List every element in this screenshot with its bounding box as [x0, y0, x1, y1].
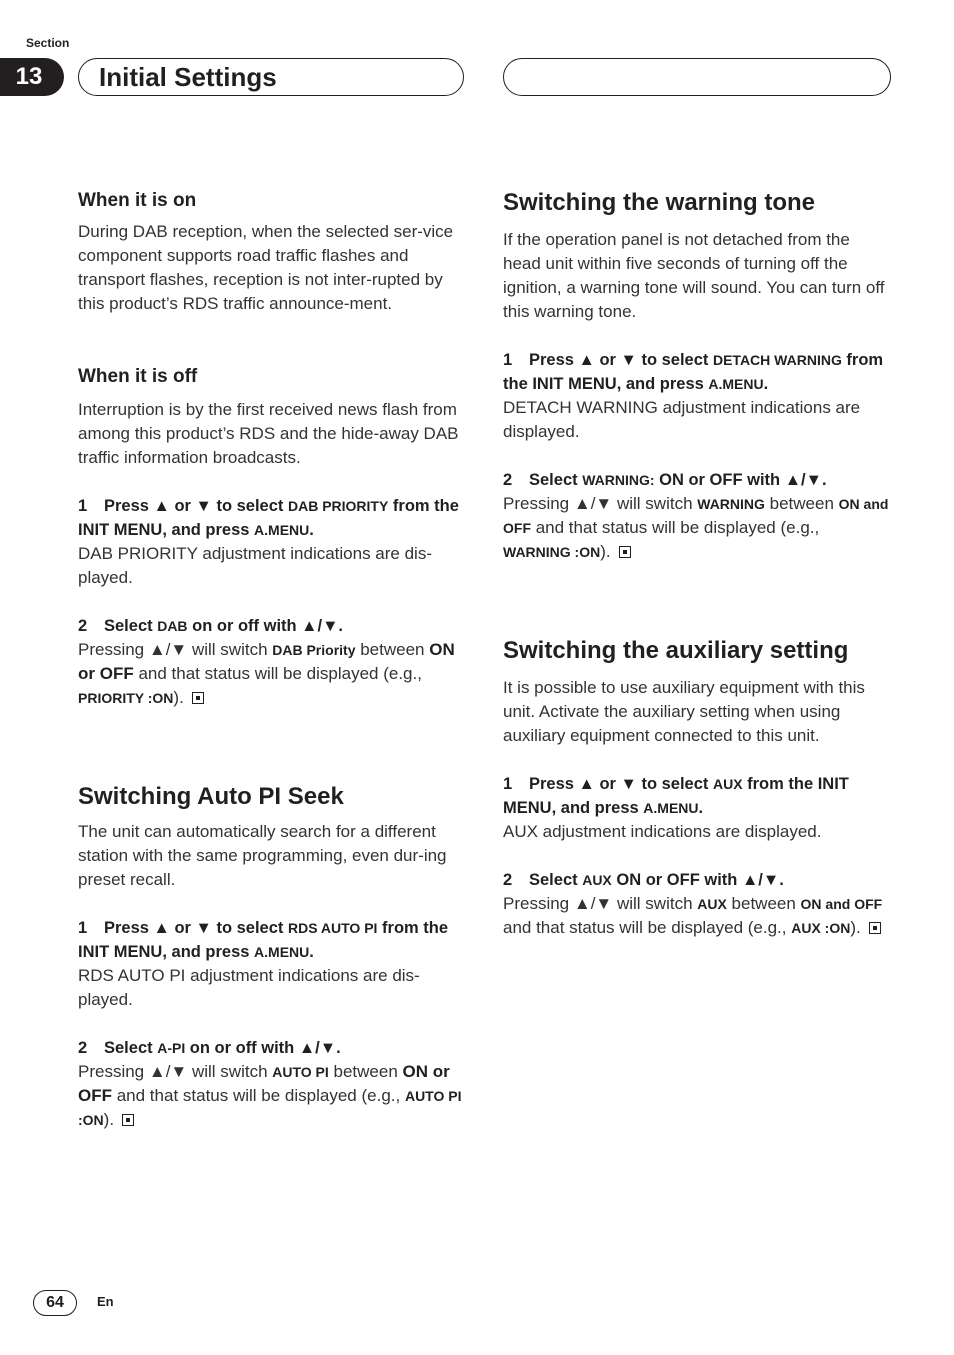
- dab-step-2: 2 Select DAB on or off with ▲/▼.: [78, 617, 344, 635]
- auto-pi-heading: Switching Auto PI Seek: [78, 783, 344, 810]
- dab-step-2-desc: Pressing ▲/▼ will switch DAB Priority between ON or OFF and that status will be displayed (e.g., PRIORITY :ON).: [78, 640, 455, 707]
- dab-step-1-desc: DAB PRIORITY adjustment indications are dis-played.: [78, 544, 432, 587]
- aux-step-2: 2 Select AUX ON or OFF with ▲/▼.: [503, 871, 784, 889]
- end-mark-icon: [619, 546, 631, 558]
- left-column: [78, 186, 466, 1132]
- dab-step-1: 1 Press ▲ or ▼ to select DAB PRIORITY from the INIT MENU, and press A.MENU.: [78, 497, 459, 539]
- auxiliary-heading: Switching the auxiliary setting: [503, 637, 849, 664]
- when-off-heading: When it is off: [78, 366, 198, 387]
- section-label: Section: [26, 36, 70, 50]
- warn-step-2: 2 Select WARNING: ON or OFF with ▲/▼.: [503, 471, 827, 489]
- auxiliary-text: It is possible to use auxiliary equipment with this unit. Activate the auxiliary setting when using auxiliary equipment connected to this unit.: [503, 678, 865, 745]
- when-on-heading: When it is on: [78, 190, 197, 211]
- when-on-text: During DAB reception, when the selected ser-vice component supports road traffic flashes and transport flashes, reception is not inter-rupted by this product’s RDS traffic announce-ment.: [78, 222, 454, 313]
- page-title: Initial Settings: [78, 58, 464, 96]
- page-number: 64: [33, 1290, 77, 1316]
- when-off-text: Interruption is by the first received news flash from among this product’s RDS and the hide-away DAB traffic information broadcasts.: [78, 400, 459, 467]
- end-mark-icon: [192, 692, 204, 704]
- warn-step-1: 1 Press ▲ or ▼ to select DETACH WARNING from the INIT MENU, and press A.MENU.: [503, 351, 884, 393]
- aux-step-2-desc: Pressing ▲/▼ will switch AUX between ON and OFF and that status will be displayed (e.g., AUX :ON).: [503, 894, 883, 937]
- right-column: [503, 186, 891, 940]
- end-mark-icon: [122, 1114, 134, 1126]
- pi-step-2: 2 Select A-PI on or off with ▲/▼.: [78, 1039, 341, 1057]
- auto-pi-text: The unit can automatically search for a different station with the same programming, even dur-ing preset recall.: [78, 822, 447, 889]
- title-box-empty: [503, 58, 891, 96]
- pi-step-1: 1 Press ▲ or ▼ to select RDS AUTO PI from the INIT MENU, and press A.MENU.: [78, 919, 449, 961]
- warning-tone-text: If the operation panel is not detached from the head unit within five seconds of turning off the ignition, a warning tone will sound. You can turn off this warning tone.: [503, 230, 885, 321]
- warn-step-1-desc: DETACH WARNING adjustment indications are displayed.: [503, 398, 861, 441]
- section-number-badge: 13: [0, 58, 64, 96]
- pi-step-1-desc: RDS AUTO PI adjustment indications are dis-played.: [78, 966, 420, 1009]
- aux-step-1: 1 Press ▲ or ▼ to select AUX from the INIT MENU, and press A.MENU.: [503, 775, 849, 817]
- aux-step-1-desc: AUX adjustment indications are displayed.: [503, 822, 822, 841]
- pi-step-2-desc: Pressing ▲/▼ will switch AUTO PI between ON or OFF and that status will be displayed (e.g., AUTO PI :ON).: [78, 1062, 462, 1129]
- warn-step-2-desc: Pressing ▲/▼ will switch WARNING between ON and OFF and that status will be displayed (e.g., WARNING :ON).: [503, 494, 889, 561]
- language-label: En: [97, 1294, 114, 1309]
- warning-tone-heading: Switching the warning tone: [503, 189, 815, 216]
- end-mark-icon: [869, 922, 881, 934]
